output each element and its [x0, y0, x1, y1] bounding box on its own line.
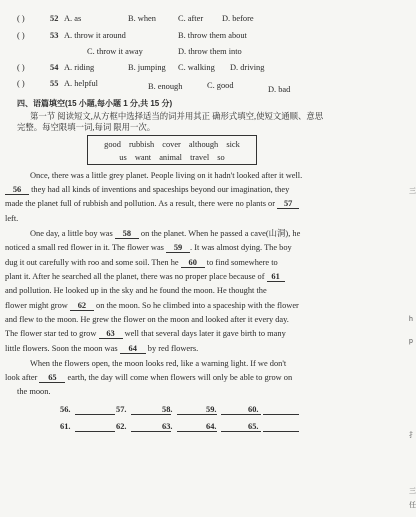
passage-line: and pollution. He looked up in the sky and he found the moon. He thought the: [5, 286, 267, 295]
passage-line: When the flowers open, the moon looks red, like a warning light. If we don't: [30, 359, 287, 368]
option-d: D. throw them into: [178, 47, 242, 56]
passage-line: [5, 259, 278, 268]
option-d: D. driving: [230, 63, 265, 72]
passage-line: [5, 302, 299, 311]
passage-text: well that several days later it gave birth to many: [122, 329, 286, 338]
option-d: D. before: [222, 14, 254, 23]
word-box-row-2: us want animal travel so: [119, 153, 225, 162]
option-a: A. as: [64, 14, 82, 23]
option-b: B. throw them about: [178, 31, 247, 40]
answer-label: 64.: [206, 422, 217, 431]
passage-text: plant it. After he searched all the planet, there was no proper place because of: [5, 272, 267, 281]
passage-text: earth, the day will come when flowers will only be able to grow on: [65, 373, 293, 382]
passage-text: by red flowers.: [145, 344, 199, 353]
option-b: B. when: [128, 14, 156, 23]
answer-label: 57.: [116, 405, 127, 414]
section-title: 四、语篇填空(15 小题,每小题 1 分,共 15 分): [17, 99, 173, 108]
passage-text: on the planet. When he passed a cave(山洞), he: [138, 229, 301, 238]
option-c: C. walking: [178, 63, 215, 72]
passage-text: little flowers. Soon the moon was: [5, 344, 120, 353]
passage-text: flower might grow: [5, 301, 70, 310]
option-c: C. throw it away: [87, 47, 143, 56]
margin-mark: p: [409, 338, 413, 345]
answer-line[interactable]: [263, 406, 299, 415]
question-number: 55: [50, 79, 59, 88]
blank-64[interactable]: 64: [120, 345, 146, 354]
answer-paren[interactable]: ( ): [17, 14, 25, 23]
instruction-line-2: 完整。每空限填一词,每词 限用一次。: [17, 123, 156, 132]
passage-line: left.: [5, 214, 19, 223]
passage-text: . It was almost dying. The boy: [190, 243, 292, 252]
blank-63[interactable]: 63: [99, 330, 123, 339]
margin-mark: h: [409, 316, 413, 323]
margin-mark: 三: [409, 188, 416, 195]
question-number: 52: [50, 14, 59, 23]
passage-text: One day, a little boy was: [30, 229, 115, 238]
passage-line: [5, 273, 285, 282]
answer-label: 58.: [162, 405, 173, 414]
passage-text: to find somewhere to: [204, 258, 278, 267]
answer-paren[interactable]: ( ): [17, 63, 25, 72]
passage-text: on the moon. So he climbed into a spaceship with the flower: [93, 301, 299, 310]
blank-65[interactable]: 65: [39, 374, 65, 383]
passage-line: the moon.: [17, 387, 51, 396]
option-b: B. jumping: [128, 63, 166, 72]
blank-62[interactable]: 62: [70, 302, 94, 311]
passage-line: [5, 345, 198, 354]
blank-60[interactable]: 60: [181, 259, 205, 268]
answer-paren[interactable]: ( ): [17, 31, 25, 40]
option-a: A. riding: [64, 63, 95, 72]
answer-paren[interactable]: ( ): [17, 79, 25, 88]
answer-label: 59.: [206, 405, 217, 414]
passage-text: The flower star ted to grow: [5, 329, 99, 338]
blank-59[interactable]: 59: [166, 244, 190, 253]
word-box-row-1: good rubbish cover although sick: [104, 140, 240, 149]
option-c: C. good: [207, 81, 234, 90]
passage-text: they had all kinds of inventions and spaceships beyond our imagination, they: [29, 185, 290, 194]
option-d: D. bad: [268, 85, 291, 94]
option-a: A. helpful: [64, 79, 98, 88]
answer-label: 65.: [248, 422, 259, 431]
passage-text: made the planet full of rubbish and pollution. As a result, there were no plants or: [5, 199, 278, 208]
option-c: C. after: [178, 14, 204, 23]
passage-line: [5, 374, 292, 383]
passage-line: [5, 330, 286, 339]
question-number: 53: [50, 31, 59, 40]
passage-text: noticed a small red flower in it. The flower was: [5, 243, 167, 252]
passage-text: look after: [5, 373, 40, 382]
passage-line: [5, 186, 289, 195]
blank-57[interactable]: 57: [277, 200, 299, 209]
blank-58[interactable]: 58: [115, 230, 139, 239]
answer-line[interactable]: [263, 423, 299, 432]
passage-text: dug it out carefully with roo and some soil. Then he: [5, 258, 181, 267]
blank-61[interactable]: 61: [267, 273, 285, 282]
answer-label: 62.: [116, 422, 127, 431]
passage-line: [5, 244, 292, 253]
margin-mark: 任: [409, 502, 416, 509]
answer-label: 63.: [162, 422, 173, 431]
passage-line: Once, there was a little grey planet. People living on it hadn't looked after it well.: [30, 171, 303, 180]
question-number: 54: [50, 63, 59, 72]
margin-mark: 扌: [409, 432, 416, 439]
answer-label: 61.: [60, 422, 71, 431]
answer-line[interactable]: [75, 406, 115, 415]
margin-mark: 三: [409, 488, 416, 495]
passage-line: [30, 230, 300, 239]
word-box: [87, 135, 257, 165]
option-a: A. throw it around: [64, 31, 126, 40]
answer-label: 60.: [248, 405, 259, 414]
passage-line: [5, 200, 299, 209]
passage-line: and flew to the moon. He grew the flower on the moon and looked after it every day.: [5, 315, 289, 324]
answer-line[interactable]: [75, 423, 115, 432]
blank-56[interactable]: 56: [5, 186, 29, 195]
option-b: B. enough: [148, 82, 183, 91]
answer-label: 56.: [60, 405, 71, 414]
instruction-line-1: 第一节 阅读短文,从方框中选择适当的词并用其正 确形式填空,使短文通顺、意思: [30, 112, 324, 121]
